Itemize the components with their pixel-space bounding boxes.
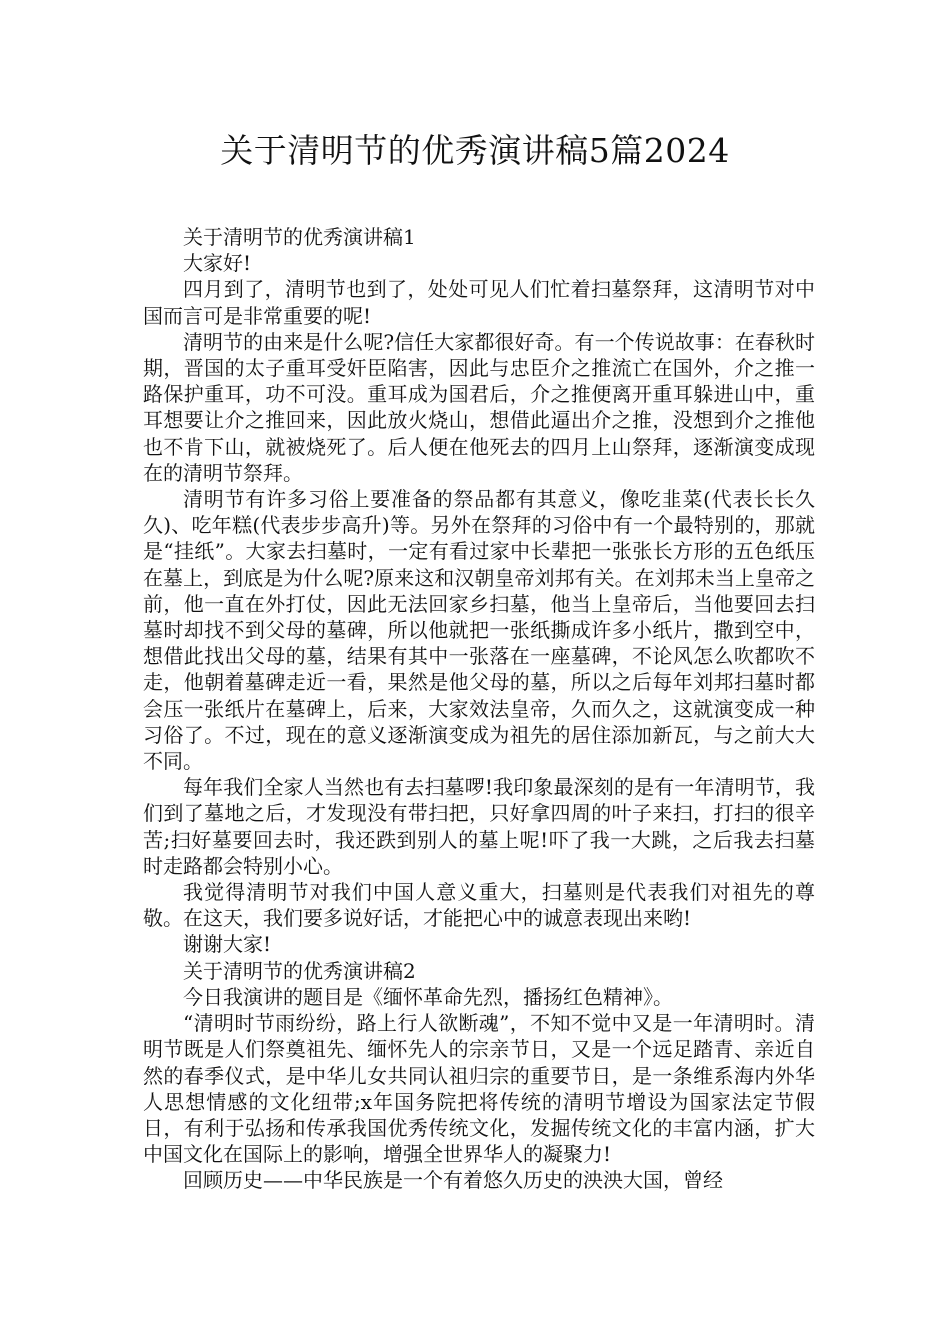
document-body (143, 224, 815, 1194)
paragraph: 回顾历史——中华民族是一个有着悠久历史的泱泱大国，曾经 (183, 1168, 723, 1193)
paragraph: 今日我演讲的题目是《缅怀革命先烈，播扬红色精神》。 (183, 984, 673, 1009)
paragraph: 清明节有许多习俗上要准备的祭品都有其意义，像吃韭菜(代表长长久久)、吃年糕(代表步步高升)等。另外在祭拜的习俗中有一个最特别的，那就是“挂纸”。大家去扫墓时，一定有看过家中长辈把一张张长方形的五色纸压在墓上，到底是为什么呢?原来这和汉朝皇帝刘邦有关。在刘邦未当上皇帝之前，他一直在外打仗，因此无法回家乡扫墓，他当上皇帝后，当他要回去扫墓时却找不到父母的墓碑，所以他就把一张纸撕成许多小纸片，撒到空中，想借此找出父母的墓，结果有其中一张落在一座墓碑，不论风怎么吹都吹不走，他朝着墓碑走近一看，果然是他父母的墓，所以之后每年刘邦扫墓时都会压一张纸片在墓碑上，后来，大家效法皇帝，久而久之，这就演变成一种习俗了。不过，现在的意义逐渐演变成为祖先的居住添加新瓦，与之前大大不同。 (143, 487, 815, 774)
greeting: 大家好! (183, 251, 252, 276)
paragraph: “清明时节雨纷纷，路上行人欲断魂”，不知不觉中又是一年清明时。清明节既是人们祭奠祖先、缅怀先人的宗亲节日，又是一个远足踏青、亲近自然的春季仪式，是中华儿女共同认祖归宗的重要节日，是一条维系海内外华人思想情感的文化纽带;x年国务院把将传统的清明节增设为国家法定节假日，有利于弘扬和传承我国优秀传统文化，发掘传统文化的丰富内涵，扩大中国文化在国际上的影响，增强全世界华人的凝聚力! (143, 1011, 815, 1167)
paragraph: 我觉得清明节对我们中国人意义重大，扫墓则是代表我们对祖先的尊敬。在这天，我们要多说好话，才能把心中的诚意表现出来哟! (143, 880, 815, 931)
paragraph: 四月到了，清明节也到了，处处可见人们忙着扫墓祭拜，这清明节对中国而言可是非常重要的呢! (143, 277, 815, 328)
document-title: 关于清明节的优秀演讲稿5篇2024 (220, 131, 730, 170)
paragraph: 每年我们全家人当然也有去扫墓啰!我印象最深刻的是有一年清明节，我们到了墓地之后，才发现没有带扫把，只好拿四周的叶子来扫，打扫的很辛苦;扫好墓要回去时，我还跌到别人的墓上呢!吓了我一大跳，之后我去扫墓时走路都会特别小心。 (143, 775, 815, 878)
speech-heading-1: 关于清明节的优秀演讲稿1 (183, 225, 416, 249)
paragraph: 清明节的由来是什么呢?信任大家都很好奇。有一个传说故事：在春秋时期，晋国的太子重耳受奸臣陷害，因此与忠臣介之推流亡在国外，介之推一路保护重耳，功不可没。重耳成为国君后，介之推便离开重耳躲进山中，重耳想要让介之推回来，因此放火烧山，想借此逼出介之推，没想到介之推他也不肯下山，就被烧死了。后人便在他死去的四月上山祭拜，逐渐演变成现在的清明节祭拜。 (143, 329, 815, 485)
closing: 谢谢大家! (183, 932, 272, 957)
speech-heading-2: 关于清明节的优秀演讲稿2 (183, 958, 416, 983)
